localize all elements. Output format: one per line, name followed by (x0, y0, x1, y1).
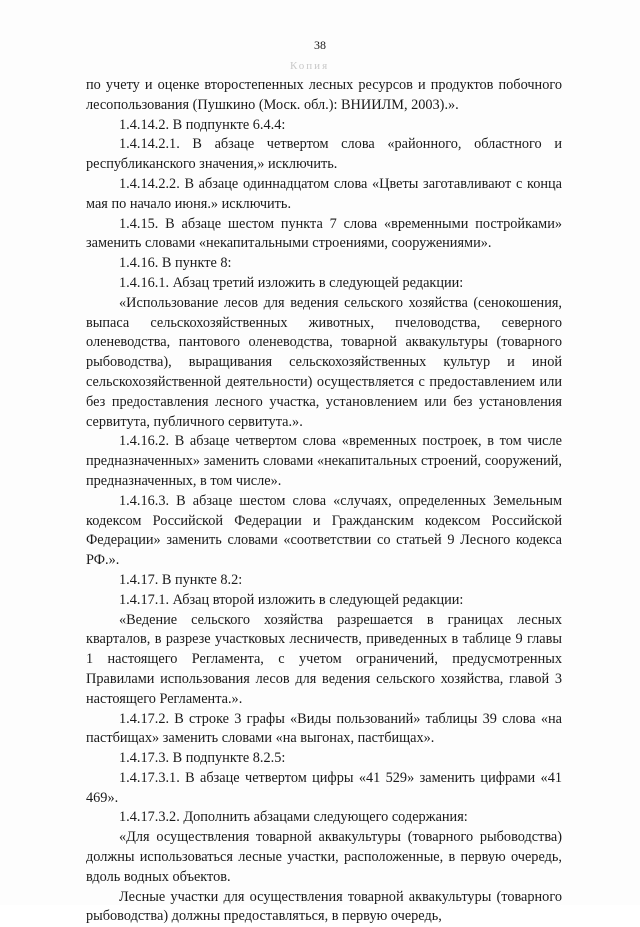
paragraph-1-4-17-3-1: 1.4.17.3.1. В абзаце четвертом цифры «41 529» заменить цифрами «41 469». (86, 769, 562, 806)
paragraph-1-4-14-2-2: 1.4.14.2.2. В абзаце одиннадцатом слова «Цветы заготавливают с конца мая по начало июня.» исключить. (86, 175, 562, 212)
paragraph-1-4-17-1: 1.4.17.1. Абзац второй изложить в следующей редакции: (119, 591, 464, 608)
page-number: 38 (314, 38, 326, 52)
paragraph-1-4-17-2: 1.4.17.2. В строке 3 графы «Виды пользований» таблицы 39 слова «на пастбищах» заменить словами «на выгонах, пастбищах». (86, 710, 562, 747)
paragraph-1-4-16: 1.4.16. В пункте 8: (119, 255, 232, 272)
paragraph-1-4-16-2: 1.4.16.2. В абзаце четвертом слова «временных построек, в том числе предназначенных» заменить словами «некапитальных строений, сооружений, предназначенных, в том числе». (86, 433, 562, 489)
paragraph-1-4-17-3: 1.4.17.3. В подпункте 8.2.5: (119, 750, 286, 767)
paragraph-continuation: по учету и оценке второстепенных лесных ресурсов и продуктов побочного лесопользования (Пушкино (Моск. обл.): ВНИИЛМ, 2003).». (86, 77, 562, 113)
faint-stamp-mark: Копия (290, 60, 330, 72)
paragraph-1-4-16-3: 1.4.16.3. В абзаце шестом слова «случаях, определенных Земельным кодексом Российской Федерации и Гражданским кодексом Российской Федерации» заменить словами «соответствии со статьей 9 Лесного кодекса РФ.». (86, 492, 562, 569)
paragraph-1-4-14-2: 1.4.14.2. В подпункте 6.4.4: (119, 116, 286, 133)
quoted-paragraph-agriculture: «Использование лесов для ведения сельского хозяйства (сенокошения, выпаса сельскохозяйственных животных, пчеловодства, северного оленеводства, пантового оленеводства, товарной аквакультуры (товарного рыбоводства), выращивания сельскохозяйственных культур и иной сельскохозяйственной деятельности) осуществляется с предоставлением или без предоставления лесного участка, установлением или без установления сервитута, публичного сервитута.». (86, 294, 562, 430)
paragraph-1-4-15: 1.4.15. В абзаце шестом пункта 7 слова «временными постройками» заменить словами «некапитальными строениями, сооружениями». (86, 215, 562, 252)
paragraph-1-4-14-2-1: 1.4.14.2.1. В абзаце четвертом слова «районного, областного и республиканского значения,» исключить. (86, 136, 562, 173)
paragraph-1-4-16-1: 1.4.16.1. Абзац третий изложить в следующей редакции: (119, 274, 464, 291)
quoted-paragraph-quarters: «Ведение сельского хозяйства разрешается в границах лесных кварталов, в разрезе участковых лесничеств, приведенных в таблице 9 главы 1 настоящего Регламента, с учетом ограничений, предусмотренных Правилами использования лесов для ведения сельского хозяйства, главой 3 настоящего Регламента.». (86, 611, 562, 707)
document-body (86, 76, 562, 927)
paragraph-1-4-17-3-2: 1.4.17.3.2. Дополнить абзацами следующего содержания: (119, 809, 468, 826)
paragraph-1-4-17: 1.4.17. В пункте 8.2: (119, 571, 243, 588)
quoted-paragraph-forest-plots: Лесные участки для осуществления товарной аквакультуры (товарного рыбоводства) должны предоставляться, в первую очередь, (86, 888, 562, 925)
quoted-paragraph-aquaculture: «Для осуществления товарной аквакультуры (товарного рыбоводства) должны использоваться лесные участки, расположенные, в первую очередь, вдоль водных объектов. (86, 829, 562, 885)
